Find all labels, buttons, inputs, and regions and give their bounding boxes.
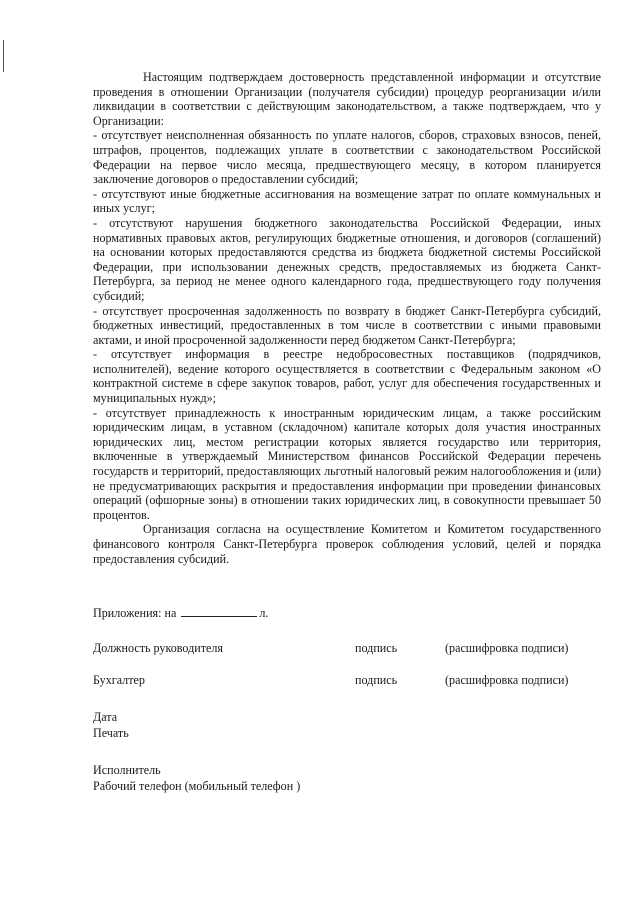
director-role: Должность руководителя — [93, 641, 223, 655]
director-signature-decode: (расшифровка подписи) — [445, 641, 569, 655]
director-signature: подпись — [355, 641, 398, 655]
clause-utilities: - отсутствуют иные бюджетные ассигнования на возмещение затрат по оплате коммунальных и иных услуг; — [93, 186, 601, 216]
clause-budget-law: - отсутствуют нарушения бюджетного законодательства Российской Федерации, иных нормативных правовых актов, регулирующих бюджетные отношения, и договоров (соглашений) на основании которых предоставляются средства из бюджета бюджетной системы Российской Федерации, при использовании денежных средств, предоставляемых из бюджета Санкт-Петербурга, за период не менее одного календарного года, предшествующего году получения субсидий; — [93, 215, 601, 303]
clause-overdue-debt: - отсутствует просроченная задолженность по возврату в бюджет Санкт-Петербурга субсидий, бюджетных инвестиций, предоставленных в том числе в соответствии с иными правовыми актами, и иной просроченной задолженности перед бюджетом Санкт-Петербурга; — [93, 303, 601, 347]
attachments-pages-field[interactable] — [181, 606, 257, 617]
attachments-suffix: л. — [259, 606, 269, 620]
declaration-body — [93, 70, 601, 566]
attachments-label: Приложения: на — [93, 606, 177, 620]
margin-mark — [3, 40, 4, 72]
seal-label: Печать — [93, 726, 129, 740]
clause-taxes: - отсутствует неисполненная обязанность по уплате налогов, сборов, страховых взносов, пеней, штрафов, процентов, подлежащих уплате в соответствии с законодательством Российской Федерации на первое число месяца, предшествующего месяцу, в котором планируется заключение договоров о предоставлении субсидий; — [93, 128, 601, 187]
intro-paragraph: Настоящим подтверждаем достоверность представленной информации и отсутствие проведения в отношении Организации (получателя субсидии) процедур реорганизации и/или ликвидации в соответствии с действующим законодательством, а также подтверждаем, что у Организации: — [93, 70, 601, 128]
signature-row-accountant — [93, 673, 601, 689]
date-label: Дата — [93, 710, 118, 724]
clause-foreign-entities: - отсутствует принадлежность к иностранным юридическим лицам, а также российским юридическим лицам, в уставном (складочном) капитале которых доля участия иностранных юридических лиц, местом регистрации которых является государство или территория, включенные в утверждаемый Министерством финансов Российской Федерации перечень государств и территорий, предоставляющих льготный налоговый режим налогообложения и (или) не предусматривающих раскрытия и предоставления информации при проведении финансовых операций (офшорные зоны) в отношении таких юридических лиц, в совокупности превышает 50 процентов. — [93, 405, 601, 522]
attachments-line — [93, 606, 268, 621]
accountant-signature-decode: (расшифровка подписи) — [445, 673, 569, 687]
executor-label: Исполнитель — [93, 763, 161, 777]
signature-row-director — [93, 641, 601, 657]
consent-paragraph: Организация согласна на осуществление Комитетом и Комитетом государственного финансового контроля Санкт-Петербурга проверок соблюдения условий, целей и порядка предоставления субсидий. — [93, 522, 601, 566]
accountant-role: Бухгалтер — [93, 673, 145, 687]
phone-label: Рабочий телефон (мобильный телефон ) — [93, 779, 301, 793]
clause-registry: - отсутствует информация в реестре недобросовестных поставщиков (подрядчиков, исполнителей), ведение которого осуществляется в соответствии с Федеральным законом «О контрактной системе в сфере закупок товаров, работ, услуг для обеспечения государственных и муниципальных нужд»; — [93, 347, 601, 406]
accountant-signature: подпись — [355, 673, 398, 687]
